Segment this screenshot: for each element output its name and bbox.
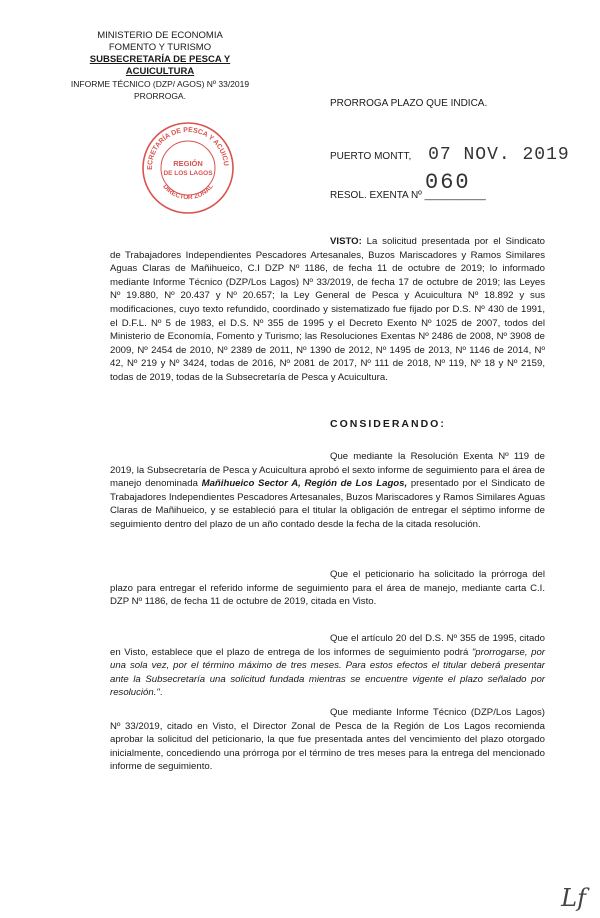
subject-line: PRORROGA PLAZO QUE INDICA. [330,98,488,109]
visto-title: VISTO: [330,236,362,247]
p1-text-a: Que mediante la Resolución Exenta Nº 119 de 2019, la Subsecretaría de Pesca y Acuicultura aprobó el sexto informe de seguimiento para el área de manejo denominada [110,451,545,490]
visto-paragraph [110,235,545,385]
p3-quote: "prorrogarse, por una sola vez, por el término máximo de tres meses. Para estos efectos el titular deberá presentar ante la Subsecretaría una solicitud fundada mientras se encuentre vigente el plazo señalado por resolución." [110,646,545,699]
header-prorroga: PRORROGA. [134,91,186,101]
p1-text-b: presentado por el Sindicato de Trabajadores Independientes Pescadores Artesanales, Buzos Mariscadores y Ramos Similares Aguas Claras de Mañihueico, y se estableció para el titular la obligación de entregar el séptimo informe de seguimiento dentro del plazo de un año contado desde la fecha de la citada resolución. [110,478,545,530]
p3-text-a: Que el artículo 20 del D.S. Nº 355 de 1995, citado en Visto, establece que el plazo de entrega de los informes de seguimiento podrá [110,633,545,658]
p3-text-b: . [159,687,163,699]
seal-center-region: REGIÓN [173,159,203,168]
place-date-row [330,145,570,165]
header-subsecretaria: SUBSECRETARÍA DE PESCA Y ACUICULTURA [89,54,231,77]
official-seal [140,120,236,216]
considerando-paragraph-2 [110,568,545,609]
document-header [60,30,260,102]
resolution-number: 060 [425,170,471,195]
svg-text:DIRECTOR ZONAL [161,183,214,201]
date-stamp: 07 NOV. 2019 [428,145,570,165]
place-label: PUERTO MONTT, [330,151,412,162]
seal-center-lagos: DE LOS LAGOS [163,170,213,177]
header-ministry: MINISTERIO DE ECONOMIA [97,30,223,41]
p2-text: Que el peticionario ha solicitado la prórroga del plazo para entregar el referido informe de seguimiento para el área de manejo, mediante carta C.I. DZP Nº 1186, de fecha 11 de octubre de 2019, citada en Visto. [110,569,545,608]
considerando-paragraph-1 [110,450,545,532]
visto-text: La solicitud presentada por el Sindicato de Trabajadores Independientes Pescadores Artesanales, Buzos Mariscadores y Ramos Similares Aguas Claras de Mañihueico, C.I DZP Nº 1186, de fecha 11 de octubre de 2019; lo informado mediante Informe Técnico (DZP/Los Lagos) Nº 33/2019, de fecha 17 de octubre de 2019; las Leyes Nº 19.880, Nº 20.437 y Nº 20.657; la Ley General de Pesca y Acuicultura Nº 18.892 y sus modificaciones, cuyo texto refundido, coordinado y sistematizado fue fijado por D.S. Nº 430 de 1991, el D.F.L. Nº 5 de 1983, el D.S. Nº 355 de 1995 y el Decreto Exento Nº 1025 de 2007, todos del Ministerio de Economía, Fomento y Turismo; las Resoluciones Exentas Nº 2486 de 2008, Nº 3908 de 2009, Nº 2454 de 2010, Nº 2389 de 2011, Nº 1390 de 2012, Nº 1495 de 2013, Nº 1146 de 2014, Nº 42, Nº 219 y Nº 3424, todas de 2016, Nº 2081 de 2017, Nº 111 de 2018, Nº 119, Nº 18 y Nº 2159, todas de 2019, todas de la Subsecretaría de Pesca y Acuicultura. [110,236,545,383]
seal-bottom-text: DIRECTOR ZONAL [161,183,215,202]
header-ministry-sub: FOMENTO Y TURISMO [108,42,212,53]
seal-ring-text: ECRETARÍA DE PESCA Y ACUICU [146,126,230,170]
resolution-label: RESOL. EXENTA Nº ___________ [330,190,486,201]
p4-text: Que mediante Informe Técnico (DZP/Los Lagos) Nº 33/2019, citado en Visto, el Director Zonal de Pesca de la Región de Los Lagos recomienda aprobar la solicitud del peticionario, la que fue presentada antes del vencimiento del plazo otorgado inicialmente, concediendo una prórroga por el término de tres meses para la entrega del mencionado informe de seguimiento. [110,707,545,773]
header-informe: INFORME TÉCNICO (DZP/ AGOS) Nº 33/2019 [70,79,250,89]
seal-graphic [140,120,236,216]
handwritten-initials: Lf [561,884,586,912]
considerando-paragraph-4 [110,706,545,774]
p1-area-name: Mañihueico Sector A, Región de Los Lagos, [201,478,408,490]
considerando-paragraph-3 [110,632,545,700]
considerando-title: CONSIDERANDO: [330,418,446,430]
